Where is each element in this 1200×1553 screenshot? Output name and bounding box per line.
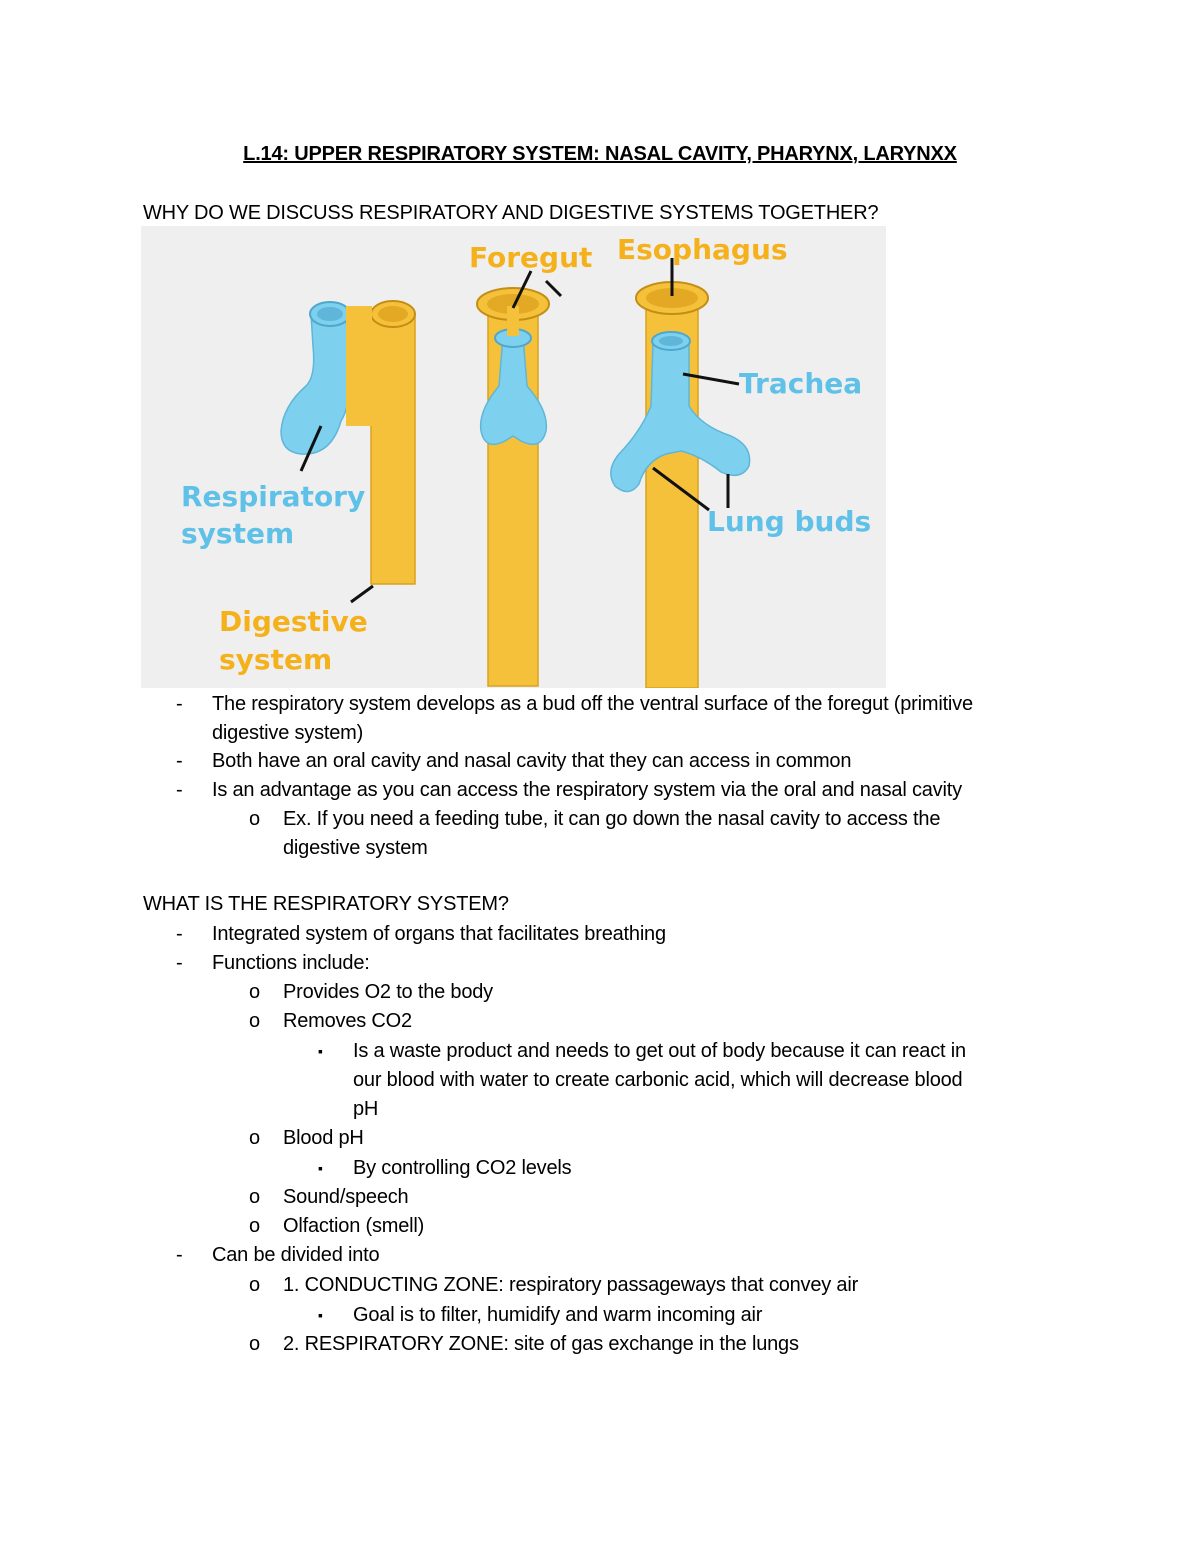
bullet-dash: -: [176, 1244, 183, 1266]
list-item: Integrated system of organs that facilitates breathing: [212, 923, 666, 945]
section-heading-why: WHY DO WE DISCUSS RESPIRATORY AND DIGESTIVE SYSTEMS TOGETHER?: [143, 202, 879, 224]
bullet-circle: o: [249, 1215, 261, 1237]
list-item: Olfaction (smell): [283, 1215, 425, 1237]
embryology-figure: [141, 226, 886, 688]
label-respiratory: Respiratory: [181, 480, 366, 513]
stage-2-tubes: [477, 288, 549, 686]
bullet-square: ▪: [318, 1307, 323, 1323]
section-heading-what: WHAT IS THE RESPIRATORY SYSTEM?: [143, 893, 509, 915]
bullet-circle: o: [249, 1333, 261, 1355]
label-respiratory-system: system: [181, 517, 295, 550]
bullet-circle: o: [249, 1274, 261, 1296]
list-item: our blood with water to create carbonic acid, which will decrease blood: [353, 1069, 963, 1091]
bullet-circle: o: [249, 808, 261, 830]
bullet-dash: -: [176, 750, 183, 772]
bullet-dash: -: [176, 952, 183, 974]
list-item: digestive system: [283, 837, 428, 859]
page-title: L.14: UPPER RESPIRATORY SYSTEM: NASAL CAVITY, PHARYNX, LARYNXX: [243, 143, 957, 165]
list-item: 1. CONDUCTING ZONE: respiratory passageways that convey air: [283, 1274, 859, 1296]
bullet-square: ▪: [318, 1043, 323, 1059]
bullet-circle: o: [249, 1186, 261, 1208]
list-item: Is an advantage as you can access the respiratory system via the oral and nasal cavity: [212, 779, 962, 801]
label-esophagus: Esophagus: [617, 233, 788, 266]
label-lung-buds: Lung buds: [707, 505, 872, 538]
list-item: Is a waste product and needs to get out of body because it can react in: [353, 1040, 966, 1062]
list-item: Provides O2 to the body: [283, 981, 493, 1003]
label-trachea: Trachea: [739, 367, 863, 400]
label-foregut: Foregut: [469, 241, 593, 274]
bullet-dash: -: [176, 779, 183, 801]
list-item: Can be divided into: [212, 1244, 380, 1266]
list-item: Sound/speech: [283, 1186, 409, 1208]
label-digestive: Digestive: [219, 605, 368, 638]
list-item: Removes CO2: [283, 1010, 412, 1032]
list-item: Functions include:: [212, 952, 370, 974]
list-item: By controlling CO2 levels: [353, 1157, 572, 1179]
bullet-dash: -: [176, 923, 183, 945]
list-item: digestive system): [212, 722, 364, 744]
label-digestive-system: system: [219, 643, 333, 676]
bullet-circle: o: [249, 1010, 261, 1032]
list-item: Ex. If you need a feeding tube, it can go down the nasal cavity to access the: [283, 808, 941, 830]
bullet-dash: -: [176, 693, 183, 715]
bullet-circle: o: [249, 1127, 261, 1149]
list-item: pH: [353, 1098, 379, 1120]
bullet-circle: o: [249, 981, 261, 1003]
list-item: The respiratory system develops as a bud off the ventral surface of the foregut (primitive: [212, 693, 973, 715]
list-item: Both have an oral cavity and nasal cavity that they can access in common: [212, 750, 852, 772]
stage-1-tubes: [281, 301, 415, 584]
list-item: Blood pH: [283, 1127, 364, 1149]
list-item: 2. RESPIRATORY ZONE: site of gas exchange in the lungs: [283, 1333, 799, 1355]
bullet-square: ▪: [318, 1160, 323, 1176]
list-item: Goal is to filter, humidify and warm incoming air: [353, 1304, 763, 1326]
foregut-diagram: [141, 226, 886, 688]
